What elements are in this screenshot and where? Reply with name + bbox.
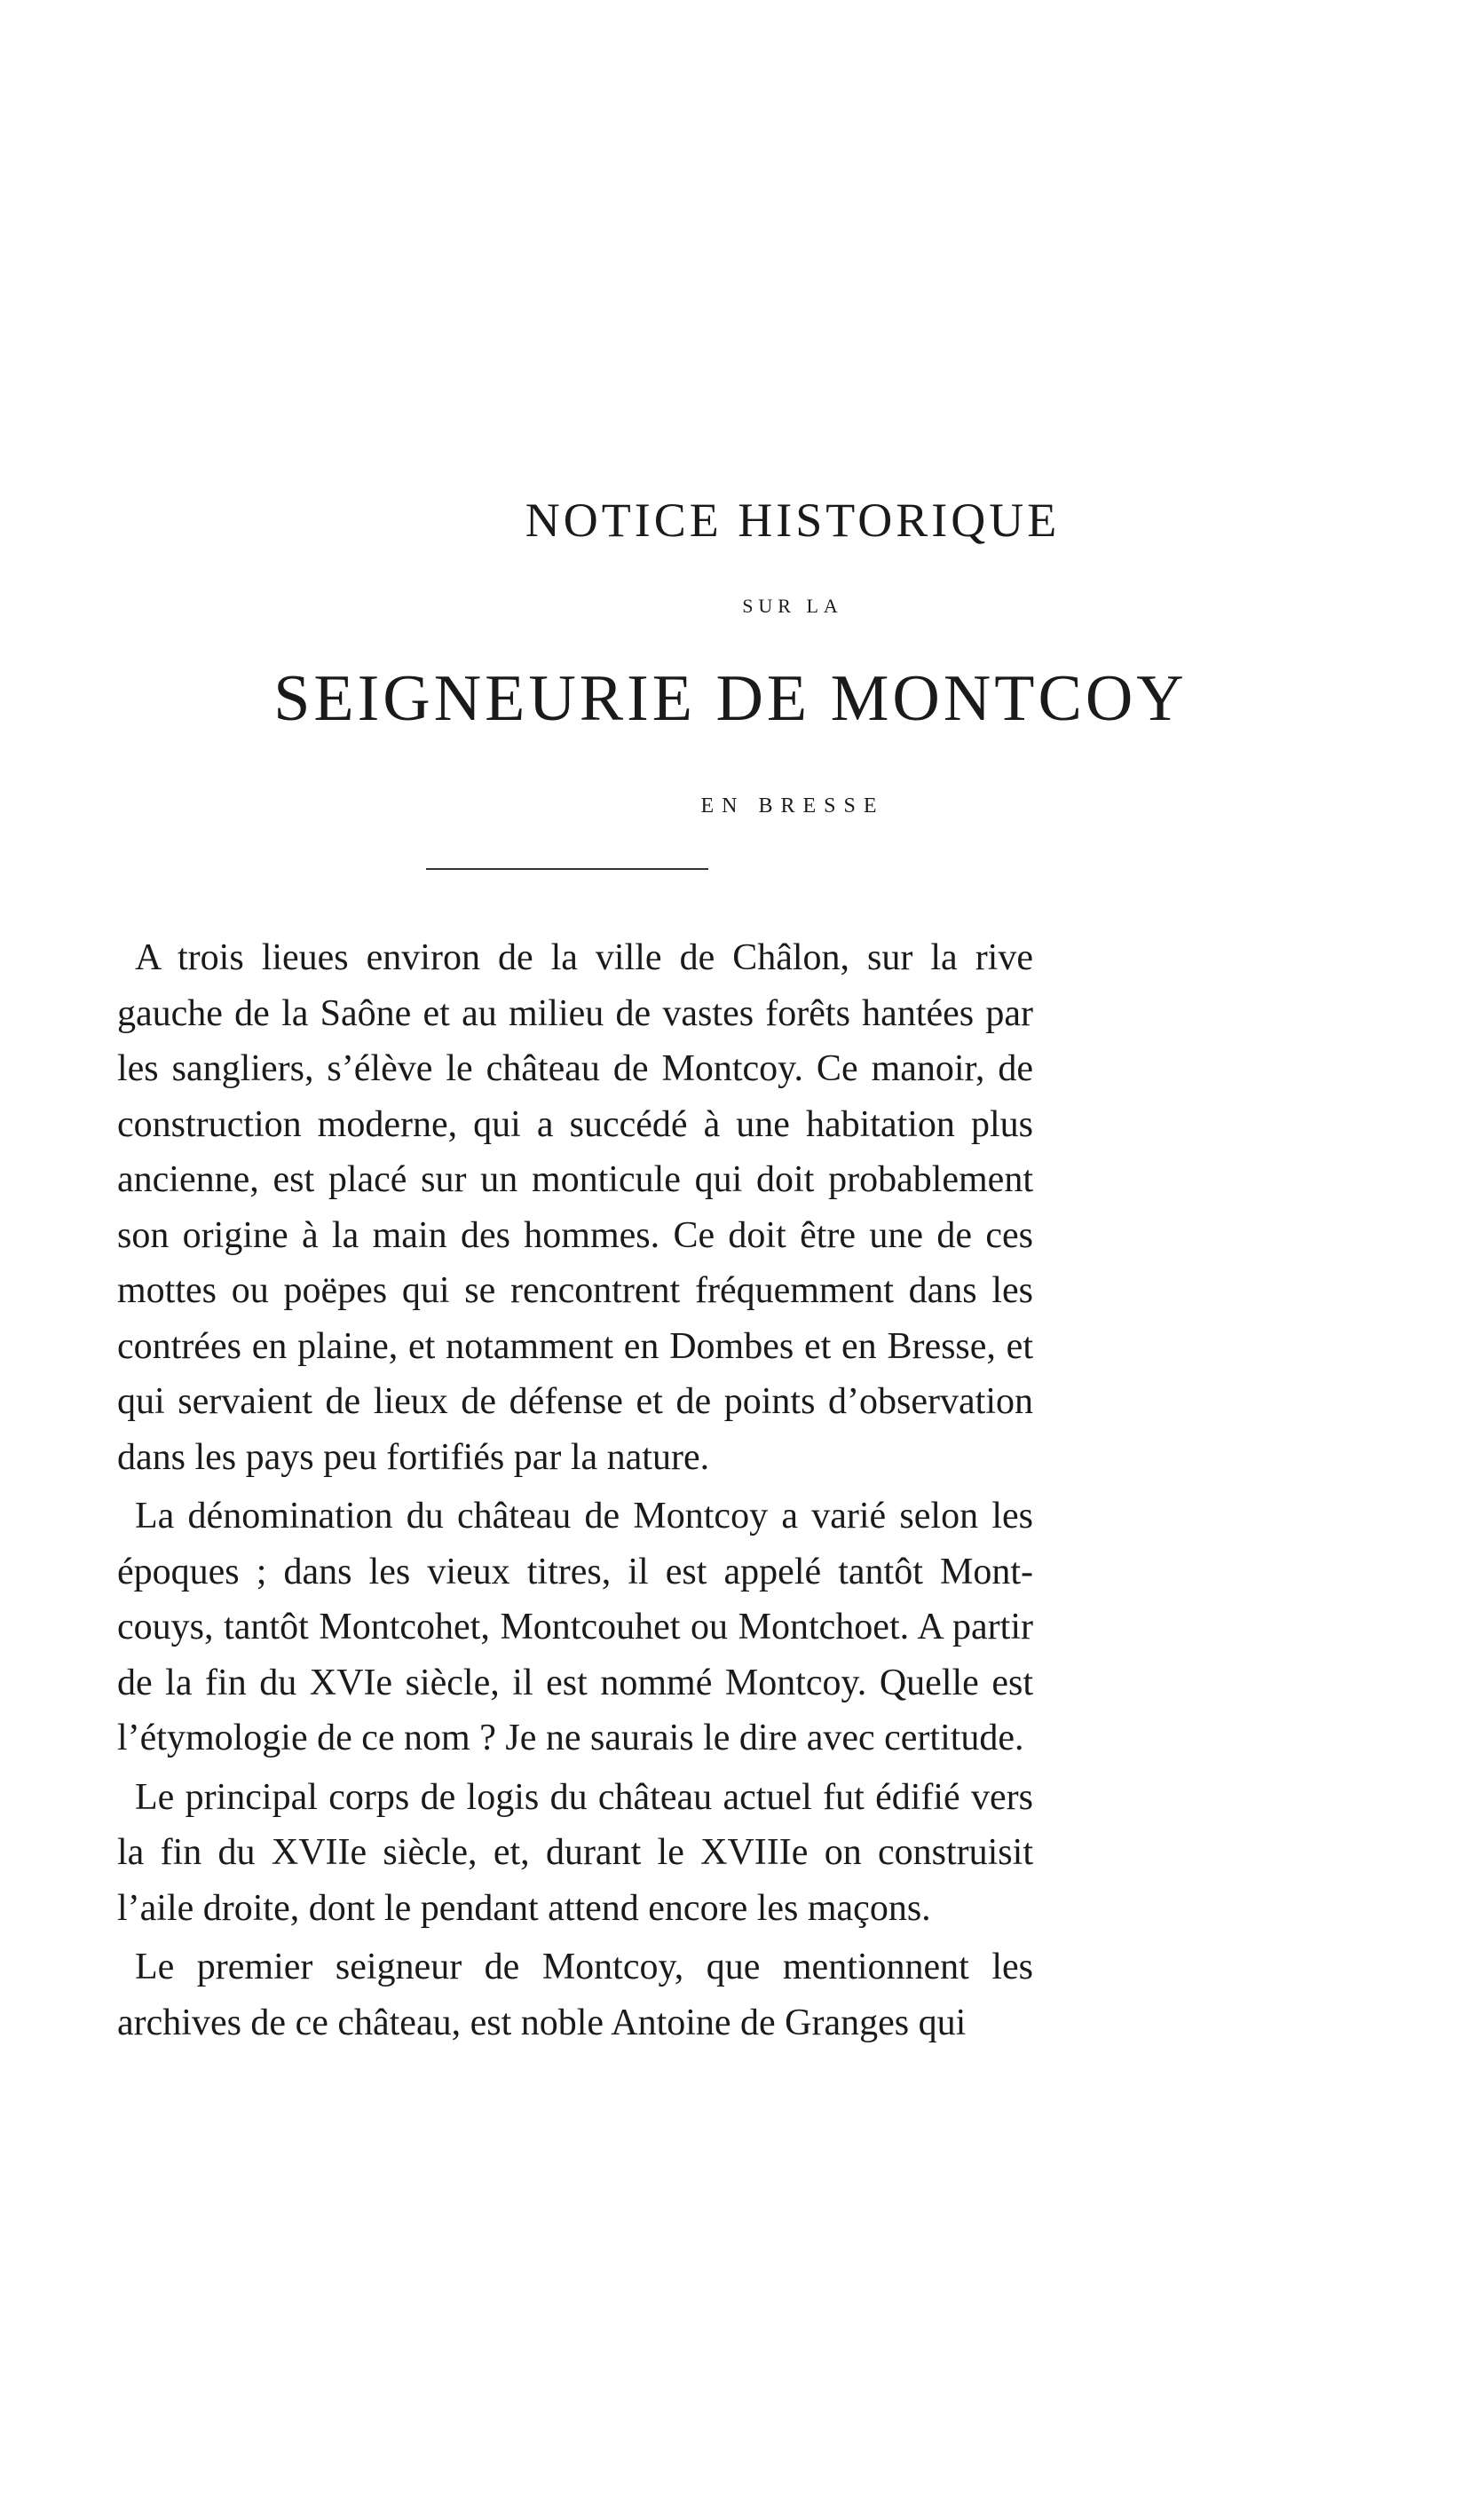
paragraph-2: La dénomination du château de Montcoy a varié selon les époques ; dans les vieux titres, il est appelé tantôt Montcouys, tantôt Montcohet, Montcouhet ou Montchoet. A partir de la fin du XVIe siècle, il est nommé Montcoy. Quelle est l’étymologie de ce nom ? Je ne saurais le dire avec certitude. bbox=[117, 1496, 1033, 1758]
title-connector: SUR LA bbox=[742, 595, 843, 617]
page-title: NOTICE HISTORIQUE bbox=[525, 494, 1061, 547]
body-text bbox=[117, 930, 1033, 2050]
paragraph-3: Le principal corps de logis du château actuel fut édifié vers la fin du XVIIe siècle, et, durant le XVIIIe on construisit l’aile droite, dont le pendant attend encore les maçons. bbox=[117, 1776, 1033, 1929]
title-region: EN BRESSE bbox=[700, 794, 885, 818]
title-divider bbox=[426, 868, 708, 870]
title-subject: SEIGNEURIE DE MONTCOY bbox=[273, 662, 1188, 735]
paragraph-4: Le premier seigneur de Montcoy, que mentionnent les archives de ce château, est noble Antoine de Granges qui bbox=[117, 1947, 1033, 2043]
paragraph-1: A trois lieues environ de la ville de Châlon, sur la rive gauche de la Saône et au milieu de vastes forêts hantées par les sangliers, s’élève le château de Montcoy. Ce manoir, de construction moderne, qui a succédé à une habitation plus ancienne, est placé sur un monticule qui doit probablement son origine à la main des hommes. Ce doit être une de ces mottes ou poëpes qui se rencontrent fréquemment dans les contrées en plaine, et notamment en Dombes et en Bresse, et qui servaient de lieux de défense et de points d’observation dans les pays peu fortifiés par la nature. bbox=[117, 937, 1033, 1478]
